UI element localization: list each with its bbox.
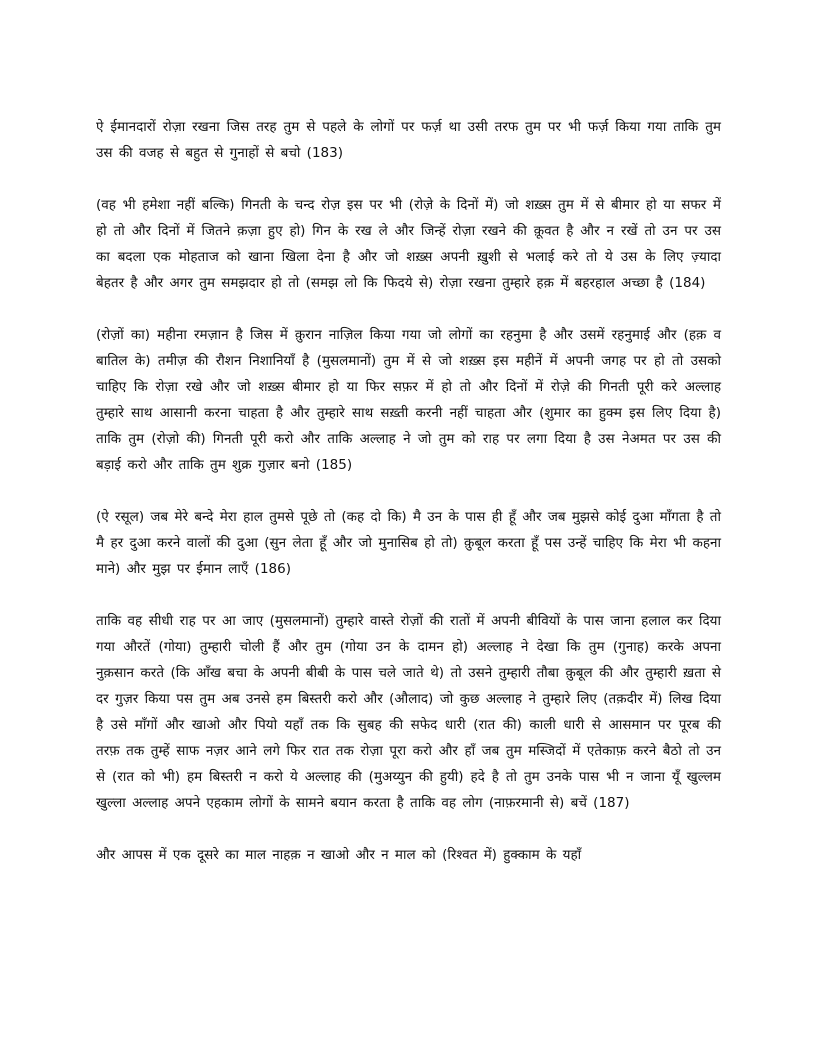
- document-page: [96, 114, 721, 868]
- verse-paragraph-185: (रोज़ों का) महीना रमज़ान है जिस में क़ुरान नाज़िल किया गया जो लोगों का रहनुमा है और उसमें रहनुमाई और (हक़ व बातिल के) तमीज़ की रौशन निशानियाँ है (मुसलमानों) तुम में से जो शख़्स इस महीनें में अपनी जगह पर हो तो उसको चाहिए कि रोज़ा रखे और जो शख़्स बीमार हो या फिर सफ़र में हो तो और दिनों में रोज़े की गिनती पूरी करे अल्लाह तुम्हारे साथ आसानी करना चाहता है और तुम्हारे साथ सख़्ती करनी नहीं चाहता और (शुमार का हुक्म इस लिए दिया है) ताकि तुम (रोज़ो की) गिनती पूरी करो और ताकि अल्लाह ने जो तुम को राह पर लगा दिया है उस नेअमत पर उस की बड़ाई करो और ताकि तुम शुक्र गुज़ार बनो (185): [96, 327, 721, 473]
- verse-paragraph-184: (वह भी हमेशा नहीं बल्कि) गिनती के चन्द रोज़ इस पर भी (रोज़े के दिनों में) जो शख़्स तुम में से बीमार हो या सफर में हो तो और दिनों में जितने क़ज़ा हुए हो) गिन के रख ले और जिन्हें रोज़ा रखने की क़ूवत है और न रखें तो उन पर उस का बदला एक मोहताज को खाना खिला देना है और जो शख़्स अपनी ख़ुशी से भलाई करे तो ये उस के लिए ज़्यादा बेहतर है और अगर तुम समझदार हो तो (समझ लो कि फिदये से) रोज़ा रखना तुम्हारे हक़ में बहरहाल अच्छा है (184): [96, 197, 721, 291]
- verse-paragraph-183: ऐ ईमानदारों रोज़ा रखना जिस तरह तुम से पहले के लोगों पर फर्ज़ था उसी तरफ तुम पर भी फर्ज़ किया गया ताकि तुम उस की वजह से बहुत से गुनाहों से बचो (183): [96, 119, 721, 161]
- verse-paragraph-186: (ऐ रसूल) जब मेरे बन्दे मेरा हाल तुमसे पूछे तो (कह दो कि) मै उन के पास ही हूँ और जब मुझसे कोई दुआ माँगता है तो मै हर दुआ करने वालों की दुआ (सुन लेता हूँ और जो मुनासिब हो तो) क़ुबूल करता हूँ पस उन्हें चाहिए कि मेरा भी कहना माने) और मुझ पर ईमान लाएँ (186): [96, 509, 721, 577]
- verse-paragraph-188-partial: और आपस में एक दूसरे का माल नाहक़ न खाओ और न माल को (रिश्वत में) हुक्काम के यहाँ: [96, 847, 582, 863]
- verse-paragraph-187: ताकि वह सीधी राह पर आ जाए (मुसलमानों) तुम्हारे वास्ते रोज़ों की रातों में अपनी बीवियों के पास जाना हलाल कर दिया गया औरतें (गोया) तुम्हारी चोली हैं और तुम (गोया उन के दामन हो) अल्लाह ने देखा कि तुम (गुनाह) करके अपना नुक़सान करते (कि आँख बचा के अपनी बीबी के पास चले जाते थे) तो उसने तुम्हारी तौबा क़ुबूल की और तुम्हारी ख़ता से दर गुज़र किया पस तुम अब उनसे हम बिस्तरी करो और (औलाद) जो कुछ अल्लाह ने तुम्हारे लिए (तक़दीर में) लिख दिया है उसे माँगों और खाओ और पियो यहाँ तक कि सुबह की सफेद धारी (रात की) काली धारी से आसमान पर पूरब की तरफ़ तक तुम्हें साफ नज़र आने लगे फिर रात तक रोज़ा पूरा करो और हाँ जब तुम मस्जिदों में एतेकाफ़ करने बैठो तो उन से (रात को भी) हम बिस्तरी न करो ये अल्लाह की (मुअय्युन की हुयी) हदे है तो तुम उनके पास भी न जाना यूँ खुल्लम खुल्ला अल्लाह अपने एहकाम लोगों के सामने बयान करता है ताकि वह लोग (नाफ़रमानी से) बचें (187): [96, 613, 721, 811]
